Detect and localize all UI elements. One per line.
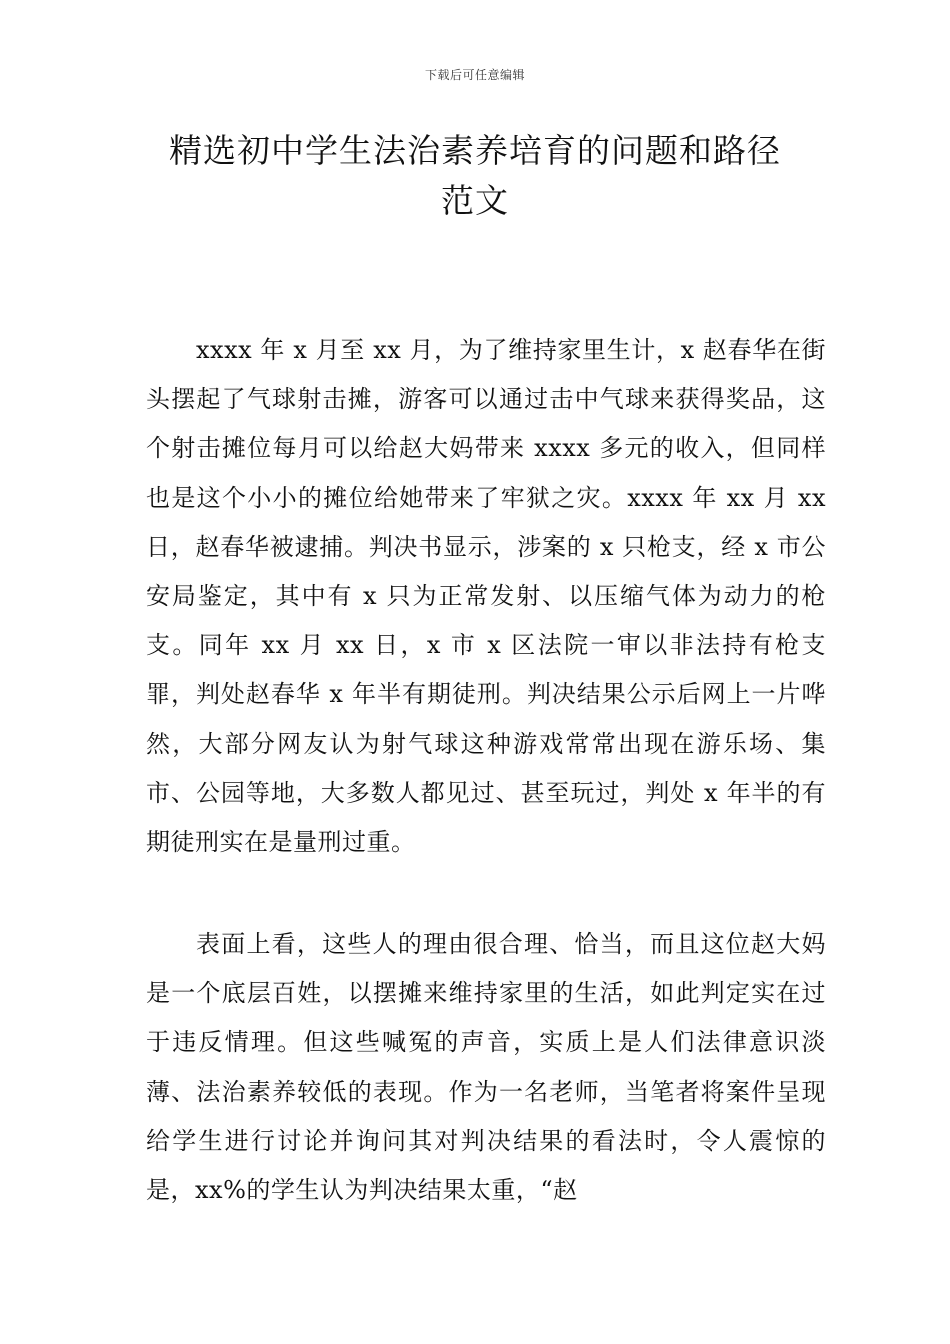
title-line-2: 范文 [441,181,509,220]
title-line-1: 精选初中学生法治素养培育的问题和路径 [169,131,781,170]
document-title [120,126,830,226]
paragraph-2: 表面上看，这些人的理由很合理、恰当，而且这位赵大妈是一个底层百姓，以摆摊来维持家里的生活，如此判定实在过于违反情理。但这些喊冤的声音，实质上是人们法律意识淡薄、法治素养较低的表现。作为一名老师，当笔者将案件呈现给学生进行讨论并询问其对判决结果的看法时，令人震惊的是，xx%的学生认为判决结果太重，“赵 [146,930,826,1205]
header-note: 下载后可任意编辑 [424,68,525,82]
paragraph-1: xxxx 年 x 月至 xx 月，为了维持家里生计，x 赵春华在街头摆起了气球射击摊，游客可以通过击中气球来获得奖品，这个射击摊位每月可以给赵大妈带来 xxxx 多元的收入，但同样也是这个小小的摊位给她带来了牢狱之灾。xxxx 年 xx 月 xx 日，赵春华被逮捕。判决书显示，涉案的 x 只枪支，经 x 市公安局鉴定，其中有 x 只为正常发射、以压缩气体为动力的枪支。同年 xx 月 xx 日，x 市 x 区法院一审以非法持有枪支罪，判处赵春华 x 年半有期徒刑。判决结果公示后网上一片哗然，大部分网友认为射气球这种游戏常常出现在游乐场、集市、公园等地，大多数人都见过、甚至玩过，判处 x 年半的有期徒刑实在是量刑过重。 [146,336,826,857]
